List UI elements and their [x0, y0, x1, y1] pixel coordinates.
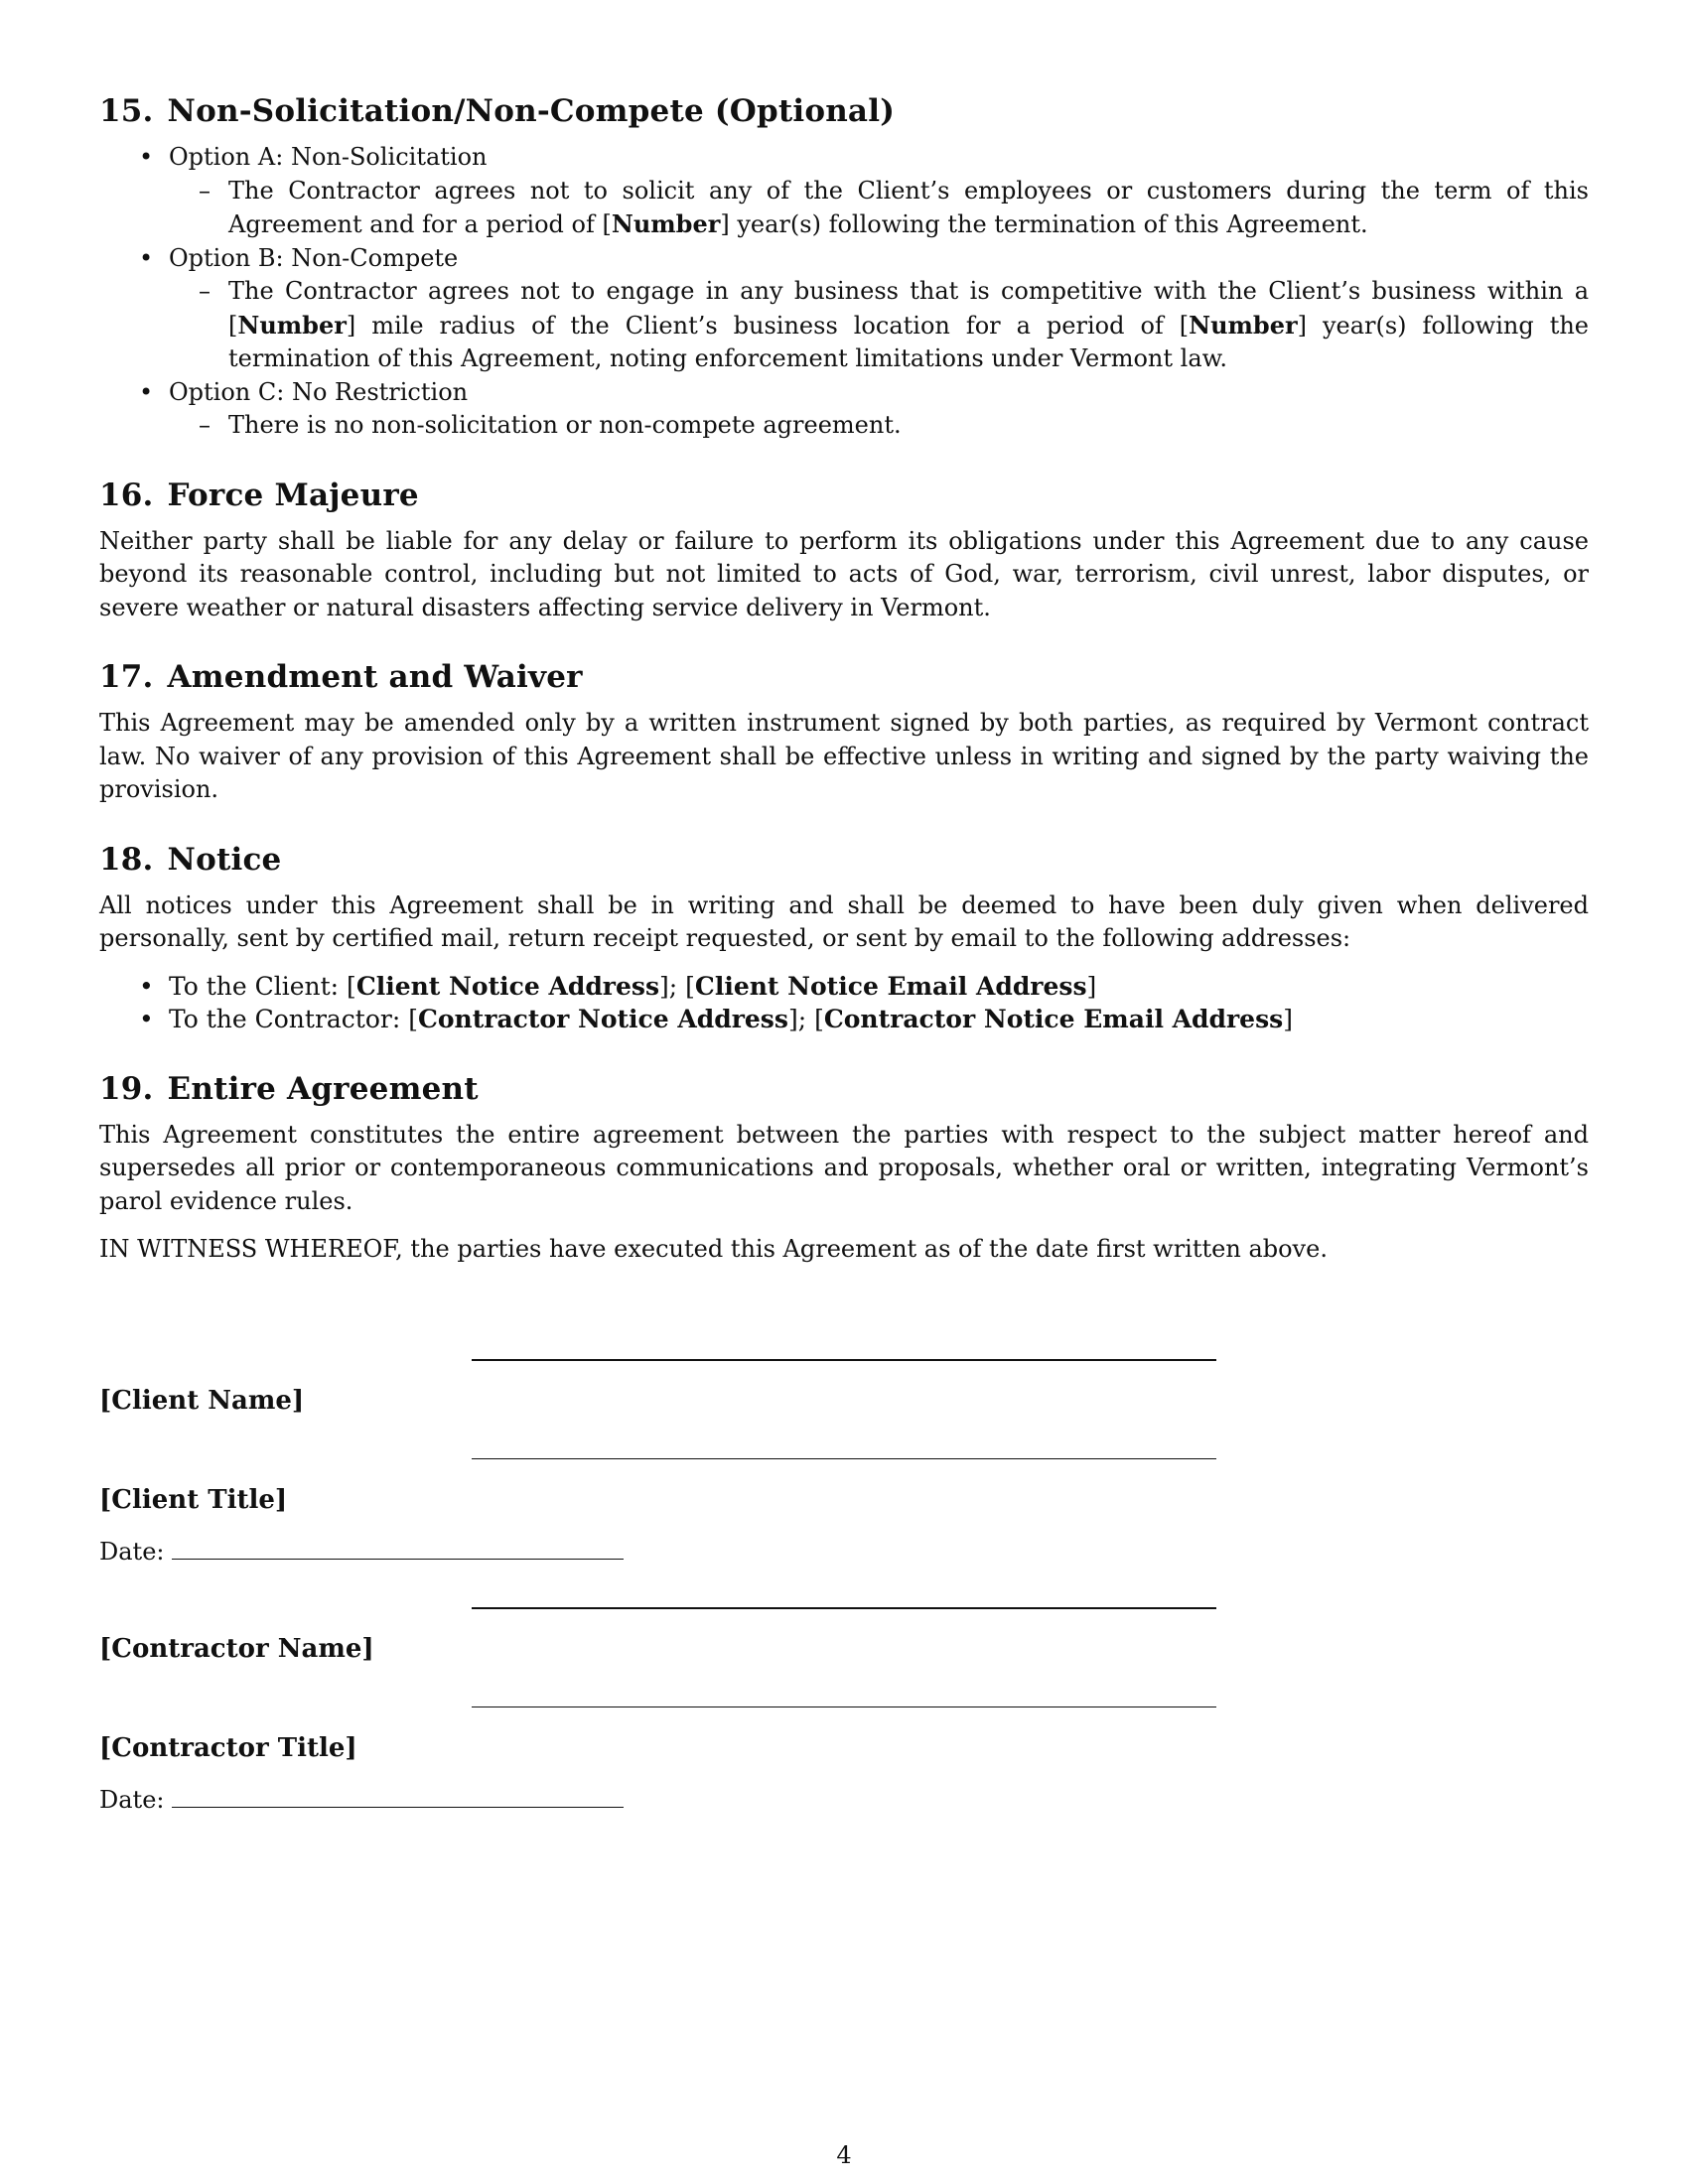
client-date-row [99, 1533, 624, 1569]
option-a-label: Option A: Non-Solicitation [169, 143, 488, 171]
dash-icon: – [199, 176, 211, 205]
section-title: Non-Solicitation/Non-Compete (Optional) [167, 93, 896, 129]
client-notice-email: Client Notice Email Address [694, 971, 1087, 1001]
section-number: 18. [99, 841, 154, 878]
placeholder-number: Number [237, 310, 347, 340]
section-15-heading [99, 91, 1589, 131]
section-18-paragraph: All notices under this Agreement shall be in writing and shall be deemed to have been duly given when delivered personally, sent by certified mail, return receipt requested, or sent by email to the following addresses: [99, 890, 1589, 952]
option-b-label: Option B: Non-Compete [169, 243, 459, 272]
section-17-paragraph: This Agreement may be amended only by a written instrument signed by both parties, as required by Vermont contract law. No waiver of any provision of this Agreement shall be effective unless in writing and signed by the party waiving the provision. [99, 709, 1589, 803]
option-b [99, 242, 1589, 376]
witness-statement: IN WITNESS WHEREOF, the parties have executed this Agreement as of the date first written above. [99, 1235, 1328, 1263]
section-number: 19. [99, 1070, 154, 1107]
contractor-notice-address: Contractor Notice Address [417, 1005, 788, 1033]
client-name-label: [Client Name] [99, 1386, 305, 1416]
section-title: Amendment and Waiver [167, 659, 583, 695]
option-b-details [169, 275, 1589, 376]
notice-contractor: • To the Contractor: [Contractor Notice Address]; [Contractor Notice Email Address] [99, 1003, 1589, 1036]
contractor-date-row [99, 1781, 624, 1817]
section-19-paragraph: This Agreement constitutes the entire agreement between the parties with respect to the subject matter hereof and supersedes all prior or contemporaneous communications and proposals, whether oral or written, integrating Vermont’s parol evidence rules. [99, 1120, 1589, 1215]
section-number: 15. [99, 93, 154, 129]
option-a-details [169, 175, 1589, 242]
notice-addresses [99, 970, 1589, 1036]
bullet-icon: • [139, 377, 154, 406]
client-date-field[interactable] [172, 1533, 624, 1560]
client-notice-address: Client Notice Address [355, 971, 660, 1001]
bullet-icon: • [139, 243, 154, 272]
client-title-label: [Client Title] [99, 1485, 288, 1515]
date-label: Date: [99, 1786, 165, 1814]
document-content [99, 91, 1589, 1267]
section-number: 17. [99, 659, 154, 695]
page-number: 4 [836, 2141, 852, 2169]
contractor-name-label: [Contractor Name] [99, 1634, 374, 1664]
placeholder-number: Number [1189, 310, 1298, 340]
section-title: Notice [167, 841, 282, 878]
section-16-paragraph: Neither party shall be liable for any delay or failure to perform its obligations under this Agreement due to any cause beyond its reasonable control, including but not limited to acts of God, war, terrorism, civil unrest, labor disputes, or severe weather or natural disasters affecting service delivery in Vermont. [99, 526, 1589, 621]
option-c-label: Option C: No Restriction [169, 377, 469, 406]
section-number: 16. [99, 477, 154, 513]
contractor-signature-line[interactable] [472, 1607, 1216, 1609]
contractor-title-line[interactable] [472, 1706, 1216, 1707]
option-c-text: – There is no non-solicitation or non-compete agreement. [169, 409, 1589, 443]
option-c-details [169, 409, 1589, 443]
section-18-heading [99, 840, 1589, 880]
contractor-title-label: [Contractor Title] [99, 1733, 357, 1763]
dash-icon: – [199, 411, 211, 439]
bullet-icon: • [139, 1005, 154, 1033]
option-a [99, 141, 1589, 242]
bullet-icon: • [139, 143, 154, 171]
section-16-heading [99, 476, 1589, 515]
option-a-text: – The Contractor agrees not to solicit any of the Client’s employees or customers during the term of this Agreement and for a period of [Number] year(s) following the termination of this Agreement. [199, 176, 1589, 238]
section-17-heading [99, 657, 1589, 697]
section-title: Force Majeure [167, 477, 419, 513]
contractor-date-field[interactable] [172, 1781, 624, 1808]
option-b-text: – The Contractor agrees not to engage in any business that is competitive with the Client’s business within a [Number] mile radius of the Client’s business location for a period of [Number] year(s) following the termination of this Agreement, noting enforcement limitations under Vermont law. [199, 277, 1589, 372]
date-label: Date: [99, 1538, 165, 1566]
placeholder-number: Number [611, 209, 721, 238]
section-19-heading [99, 1069, 1589, 1109]
bullet-icon: • [139, 971, 154, 1001]
contractor-notice-email: Contractor Notice Email Address [823, 1005, 1284, 1033]
section-title: Entire Agreement [167, 1070, 479, 1107]
notice-client: • To the Client: [Client Notice Address]; [Client Notice Email Address] [99, 970, 1589, 1004]
section-15-options [99, 141, 1589, 443]
option-c [99, 376, 1589, 443]
client-signature-line[interactable] [472, 1359, 1216, 1361]
dash-icon: – [199, 277, 211, 305]
client-title-line[interactable] [472, 1458, 1216, 1459]
